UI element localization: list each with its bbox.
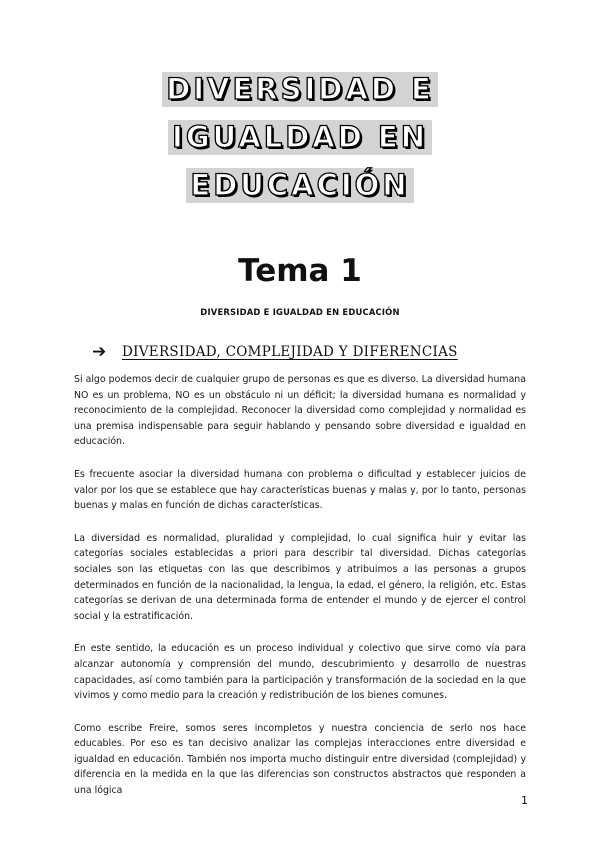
tema-heading: Tema 1 xyxy=(238,253,362,289)
tema-subtitle: DIVERSIDAD E IGUALDAD EN EDUCACIÓN xyxy=(200,307,400,317)
paragraph-4: En este sentido, la educación es un proceso individual y colectivo que sirve como vía para alcanzar autonomía y comprensión del mundo, descubrimiento y desarrollo de nuestras capacidades, así como también para la participación y transformación de la sociedad en la que vivimos y como medio para la creación y redistribución de los bienes comunes. xyxy=(74,643,526,702)
title-line-2: IGUALDAD EN xyxy=(168,120,432,155)
arrow-right-icon: ➔ xyxy=(92,342,107,362)
page-number: 1 xyxy=(521,794,528,807)
body-text xyxy=(74,372,526,799)
paragraph-3: La diversidad es normalidad, pluralidad y complejidad, lo cual significa huir y evitar las categorías sociales establecidas a priori para describir tal diversidad. Dichas categorías sociales son las etiquetas con las que describimos y atribuimos a las personas a grupos determinados en función de la nacionalidad, la lengua, la edad, el género, la religión, etc. Estas categorías se derivan de una determinada forma de entender el mundo y de ejercer el control social y la estratificación. xyxy=(74,532,526,622)
section-heading-text: DIVERSIDAD, COMPLEJIDAD Y DIFERENCIAS xyxy=(122,344,458,360)
section-heading xyxy=(92,342,458,362)
paragraph-5: Como escribe Freire, somos seres incompletos y nuestra conciencia de serlo nos hace educables. Por eso es tan decisivo analizar las complejas interacciones entre diversidad e igualdad en educación. También nos importa mucho distinguir entre diversidad (complejidad) y diferencia en la medida en la que las diferencias son constructos abstractos que responden a una lógica xyxy=(74,722,526,797)
paragraph-1: Si algo podemos decir de cualquier grupo de personas es que es diverso. La diversidad humana NO es un problema, NO es un obstáculo ni un déficit; la diversidad humana es normalidad y reconocimiento de la complejidad. Reconocer la diversidad como complejidad y normalidad es una premisa indispensable para seguir hablando y pensando sobre diversidad e igualdad en educación. xyxy=(74,374,526,448)
paragraph-2: Es frecuente asociar la diversidad humana con problema o dificultad y establecer juicios de valor por los que se establece que hay características buenas y malas y, por lo tanto, personas buenas y malas en función de dichas características. xyxy=(74,468,526,512)
title-line-1: DIVERSIDAD E xyxy=(162,72,438,107)
document-title xyxy=(0,72,600,216)
title-line-3: EDUCACIÓN xyxy=(186,168,413,203)
